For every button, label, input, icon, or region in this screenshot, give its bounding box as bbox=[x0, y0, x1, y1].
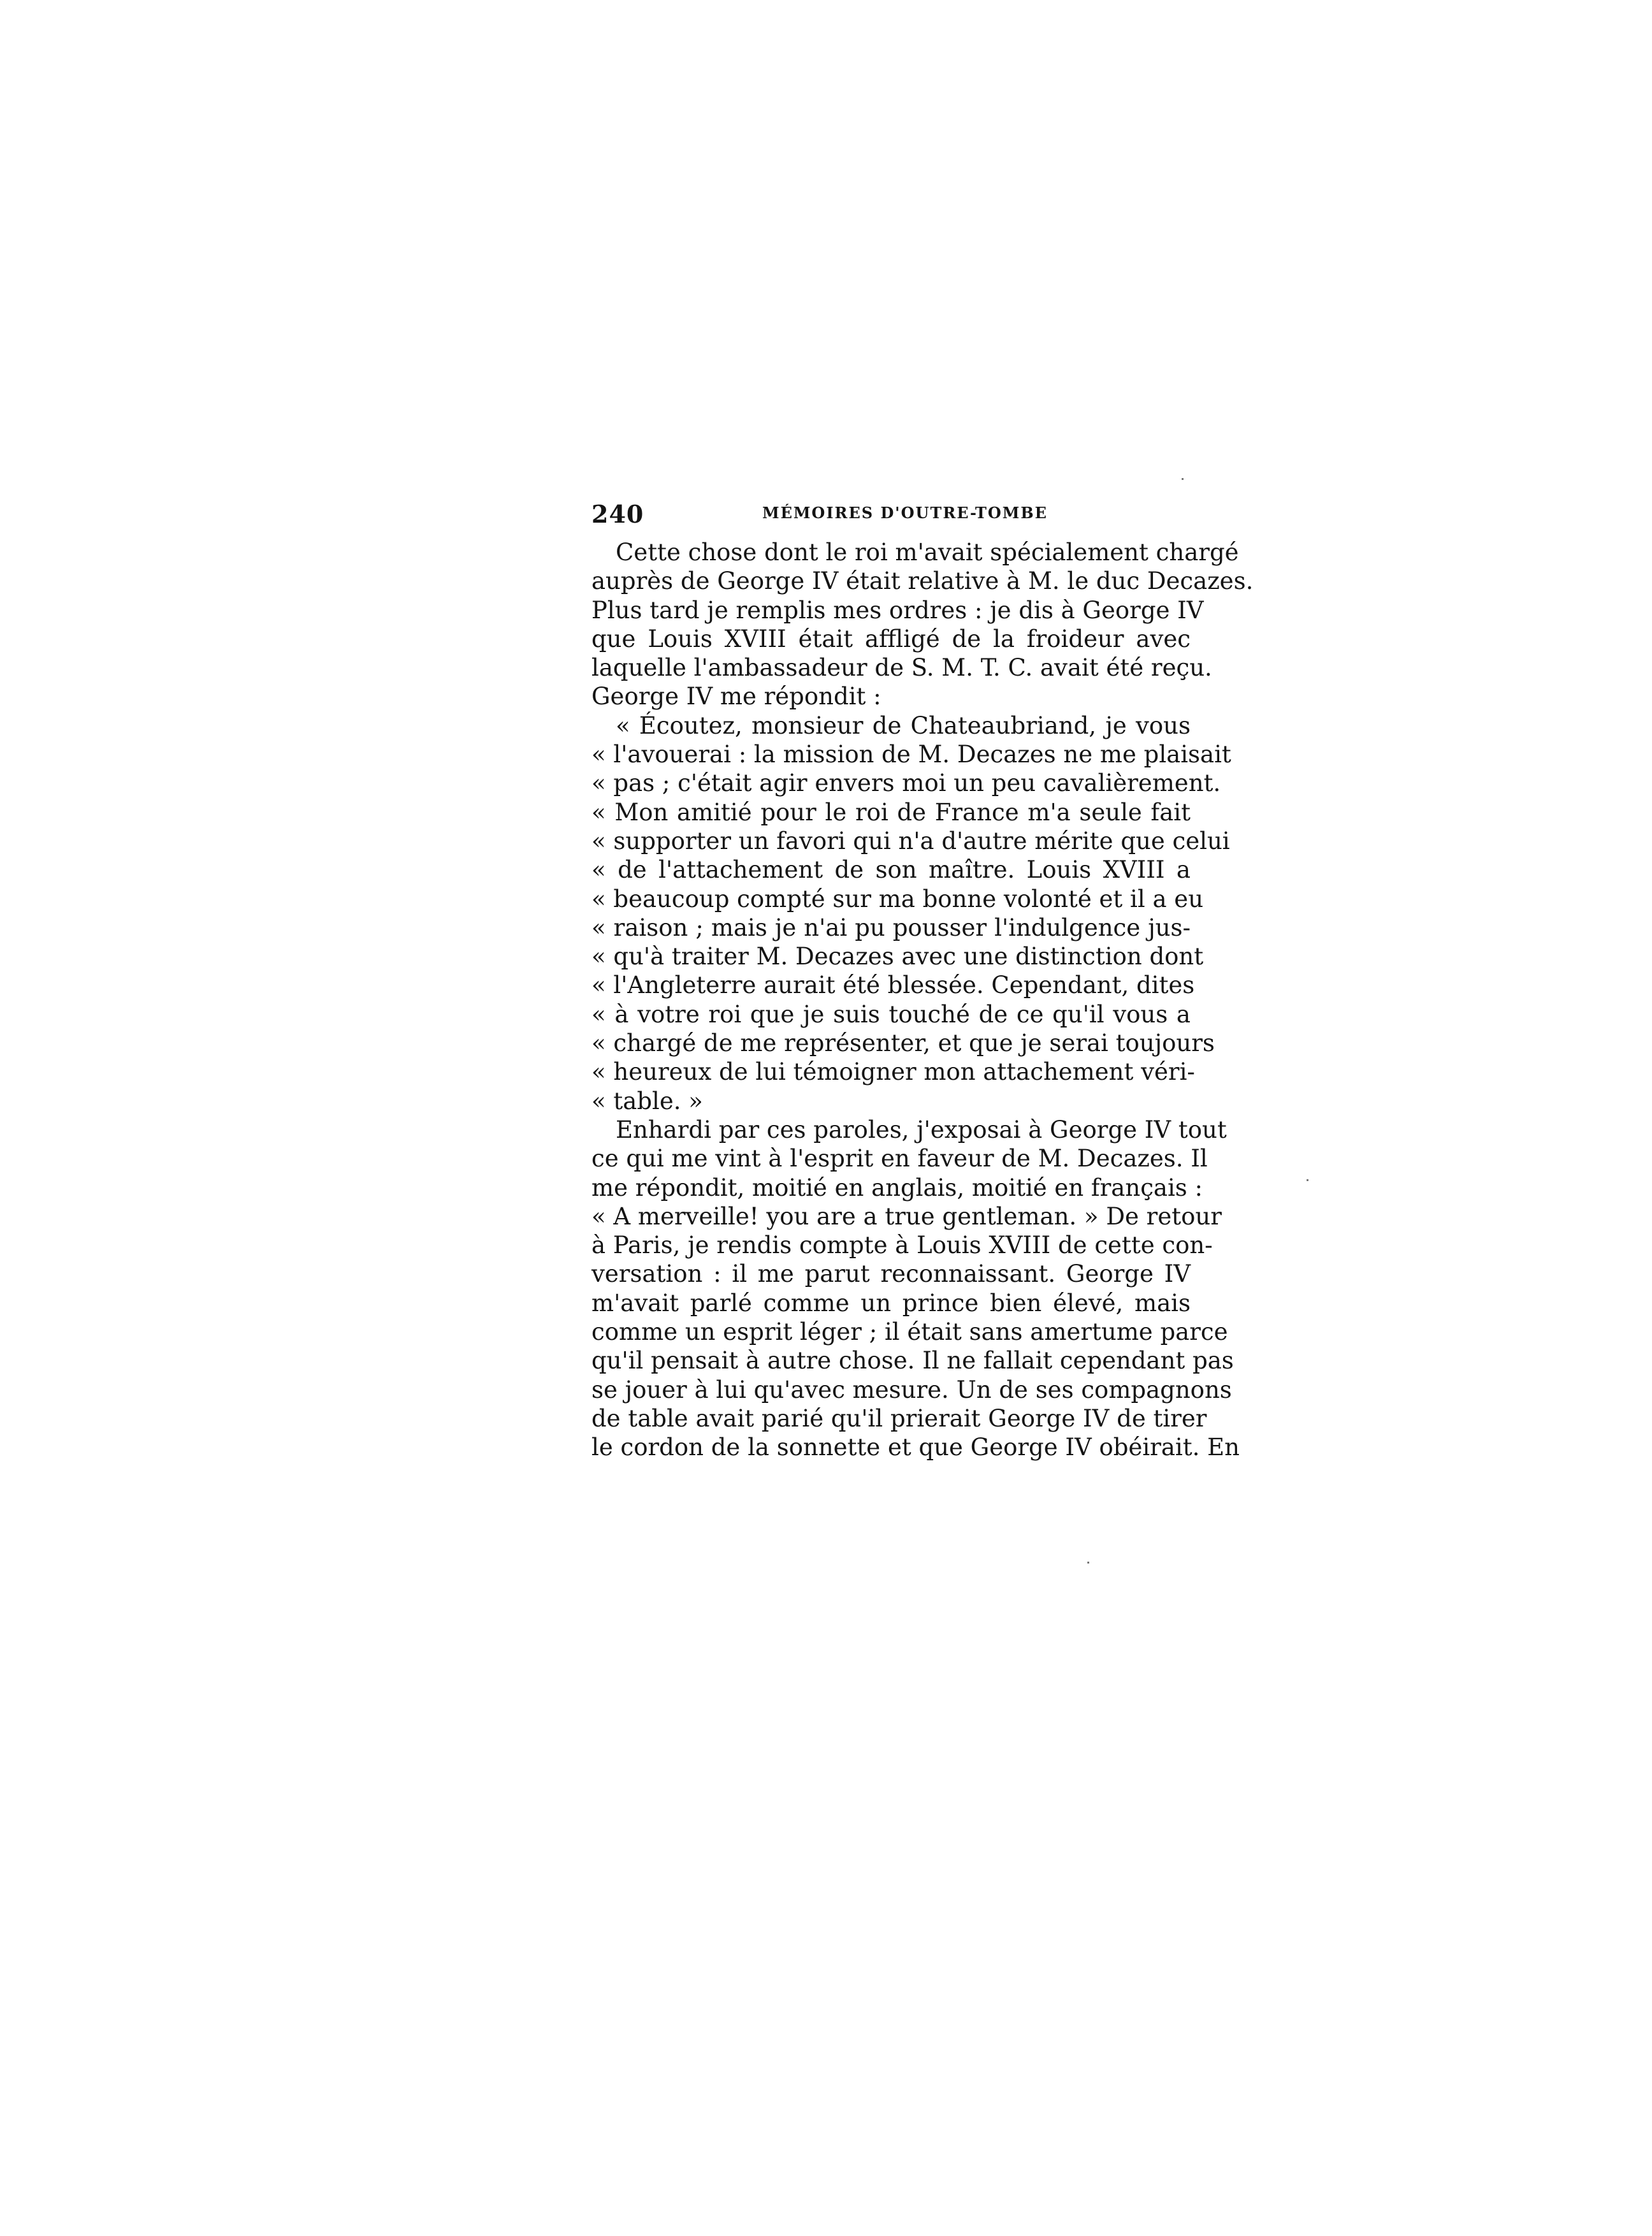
text-line: se jouer à lui qu'avec mesure. Un de ses compagnons bbox=[591, 1376, 1232, 1404]
text-line: Cette chose dont le roi m'avait spécialement chargé bbox=[616, 539, 1239, 566]
running-head bbox=[591, 500, 1191, 538]
text-line: George IV me répondit : bbox=[591, 683, 881, 711]
text-line: ce qui me vint à l'esprit en faveur de M. Decazes. Il bbox=[591, 1145, 1208, 1173]
text-line: « l'Angleterre aurait été blessée. Cependant, dites bbox=[591, 971, 1195, 999]
scan-speck bbox=[1307, 1179, 1308, 1181]
text-line: « beaucoup compté sur ma bonne volonté et il a eu bbox=[591, 885, 1204, 913]
text-line: m'avait parlé comme un prince bien élevé, mais bbox=[591, 1289, 1191, 1317]
scan-speck bbox=[1087, 1562, 1089, 1564]
text-line: Plus tard je remplis mes ordres : je dis à George IV bbox=[591, 596, 1204, 624]
text-line: le cordon de la sonnette et que George IV obéirait. En bbox=[591, 1434, 1240, 1462]
text-line: « Mon amitié pour le roi de France m'a seule fait bbox=[591, 798, 1191, 826]
text-block bbox=[591, 500, 1254, 1462]
text-line: « heureux de lui témoigner mon attachement véri- bbox=[591, 1058, 1195, 1086]
text-line: « Écoutez, monsieur de Chateaubriand, je vous bbox=[616, 711, 1191, 739]
text-line: auprès de George IV était relative à M. le duc Decazes. bbox=[591, 567, 1254, 595]
text-line: « raison ; mais je n'ai pu pousser l'indulgence jus- bbox=[591, 913, 1191, 941]
running-title: MÉMOIRES D'OUTRE-TOMBE bbox=[762, 504, 1048, 522]
page-number: 240 bbox=[591, 500, 644, 528]
text-line: versation : il me parut reconnaissant. George IV bbox=[591, 1260, 1191, 1288]
text-line: « chargé de me représenter, et que je serai toujours bbox=[591, 1029, 1215, 1057]
text-line: à Paris, je rendis compte à Louis XVIII de cette con- bbox=[591, 1231, 1213, 1260]
text-line: de table avait parié qu'il prierait George IV de tirer bbox=[591, 1404, 1207, 1432]
text-line: comme un esprit léger ; il était sans amertume parce bbox=[591, 1318, 1228, 1346]
scan-speck bbox=[1182, 478, 1184, 480]
text-line: « de l'attachement de son maître. Louis XVIII a bbox=[591, 856, 1191, 884]
text-line: « A merveille! you are a true gentleman. » De retour bbox=[591, 1202, 1222, 1230]
text-line: « supporter un favori qui n'a d'autre mérite que celui bbox=[591, 827, 1230, 855]
text-line: que Louis XVIII était affligé de la froideur avec bbox=[591, 625, 1191, 653]
text-line: « pas ; c'était agir envers moi un peu cavalièrement. bbox=[591, 769, 1221, 797]
text-line: « table. » bbox=[591, 1087, 703, 1115]
body-text bbox=[591, 538, 1254, 1462]
text-line: laquelle l'ambassadeur de S. M. T. C. avait été reçu. bbox=[591, 654, 1212, 682]
text-line: « qu'à traiter M. Decazes avec une distinction dont bbox=[591, 943, 1204, 971]
text-line: qu'il pensait à autre chose. Il ne fallait cependant pas bbox=[591, 1347, 1234, 1375]
text-line: me répondit, moitié en anglais, moitié en français : bbox=[591, 1173, 1203, 1201]
text-line: « à votre roi que je suis touché de ce qu'il vous a bbox=[591, 1000, 1191, 1028]
text-line: Enhardi par ces paroles, j'exposai à George IV tout bbox=[616, 1115, 1227, 1143]
text-line: « l'avouerai : la mission de M. Decazes ne me plaisait bbox=[591, 741, 1231, 769]
